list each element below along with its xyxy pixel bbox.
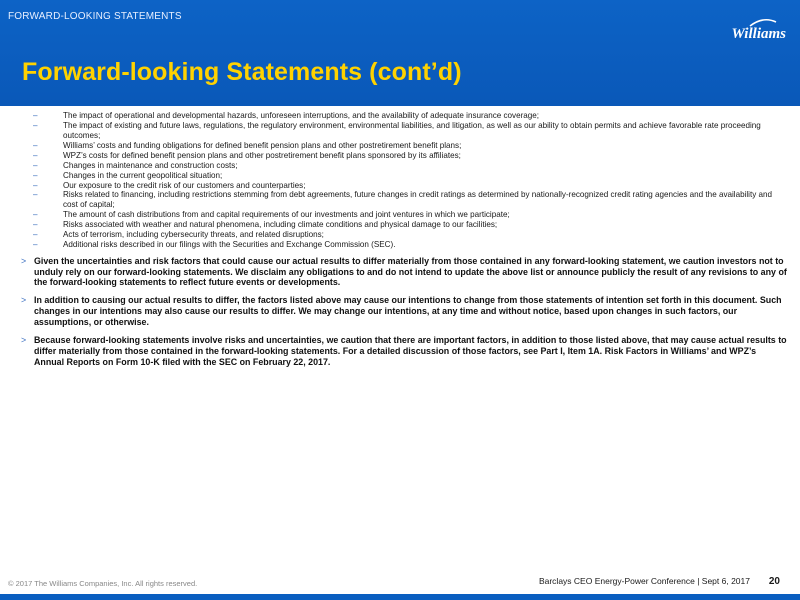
section-label: FORWARD-LOOKING STATEMENTS — [8, 11, 182, 22]
event-label: Barclays CEO Energy-Power Conference | Sept 6, 2017 — [538, 576, 750, 586]
list-item: – Risks related to financing, including restrictions stemming from debt agreements, future changes in credit ratings as determined by nationally-recognized credit rating agencies and the availability and cost of capital; — [33, 190, 773, 210]
list-item: – Our exposure to the credit risk of our customers and counterparties; — [33, 180, 306, 190]
list-item: – Risks associated with weather and natural phenomena, including climate conditions and physical damage to our facilities; — [33, 220, 498, 230]
dash-bullet-icon: – — [33, 120, 38, 130]
list-item: – WPZ’s costs for defined benefit pension plans and other postretirement benefit plans sponsored by its affiliates; — [33, 150, 461, 160]
header-band — [0, 0, 800, 106]
dash-bullet-icon: – — [33, 210, 38, 220]
dash-bullet-icon: – — [33, 160, 38, 170]
risk-factor-list — [33, 111, 788, 250]
list-item: > Because forward-looking statements involve risks and uncertainties, we caution that there are important factors, in addition to those listed above, that may cause actual results to differ materially from those contained in the forward-looking statements. For a detailed discussion of those factors, see Part I, Item 1A. Risk Factors in Williams’ and WPZ’s Annual Reports on Form 10-K filed with the SEC on February 22, 2017. — [21, 335, 787, 367]
page-title: Forward-looking Statements (cont’d) — [22, 58, 462, 86]
copyright-text: © 2017 The Williams Companies, Inc. All rights reserved. — [8, 579, 198, 588]
list-item: > In addition to causing our actual results to differ, the factors listed above may cause our intentions to change from those statements of intention set forth in this document. Such changes in our intentions may also cause our results to differ. We may change our intentions, at any time and without notice, based upon changes in such factors, our assumptions, or otherwise. — [21, 295, 782, 328]
dash-bullet-icon: – — [33, 111, 38, 120]
list-item: – The impact of operational and developmental hazards, unforeseen interruptions, and the availability of adequate insurance coverage; — [33, 111, 540, 120]
content-area — [21, 111, 788, 375]
list-item: – Changes in the current geopolitical situation; — [33, 170, 223, 180]
dash-bullet-icon: – — [33, 220, 38, 230]
disclaimer-list — [21, 255, 788, 368]
dash-bullet-icon: – — [33, 240, 38, 250]
dash-bullet-icon: – — [33, 150, 38, 160]
list-item: – Acts of terrorism, including cybersecurity threats, and related disruptions; — [33, 230, 324, 240]
dash-bullet-icon: – — [33, 170, 38, 180]
arrow-bullet-icon: > — [21, 255, 27, 266]
arrow-bullet-icon: > — [21, 295, 27, 306]
dash-bullet-icon: – — [33, 190, 38, 200]
dash-bullet-icon: – — [33, 230, 38, 240]
dash-bullet-icon: – — [33, 140, 38, 150]
williams-logo: Williams — [731, 26, 786, 42]
list-item: – The amount of cash distributions from and capital requirements of our investments and joint ventures in which we participate; — [33, 210, 510, 220]
page-number: 20 — [768, 576, 780, 587]
dash-bullet-icon: – — [33, 180, 38, 190]
list-item: – The impact of existing and future laws, regulations, the regulatory environment, environmental liabilities, and litigation, as well as our ability to obtain permits and achieve favorable rate proceeding outcomes; — [33, 120, 761, 140]
list-item: – Williams’ costs and funding obligations for defined benefit pension plans and other postretirement benefit plans; — [33, 140, 462, 150]
footer-band — [0, 594, 800, 600]
arrow-bullet-icon: > — [21, 335, 27, 346]
list-item: – Changes in maintenance and construction costs; — [33, 160, 238, 170]
list-item: – Additional risks described in our filings with the Securities and Exchange Commission (SEC). — [33, 240, 396, 250]
list-item: > Given the uncertainties and risk factors that could cause our actual results to differ materially from those contained in any forward-looking statement, we caution investors not to unduly rely on our forward-looking statements. We disclaim any obligations to and do not intend to update the above list or announce publicly the result of any revisions to any of the forward-looking statements to reflect future events or developments. — [21, 255, 787, 288]
